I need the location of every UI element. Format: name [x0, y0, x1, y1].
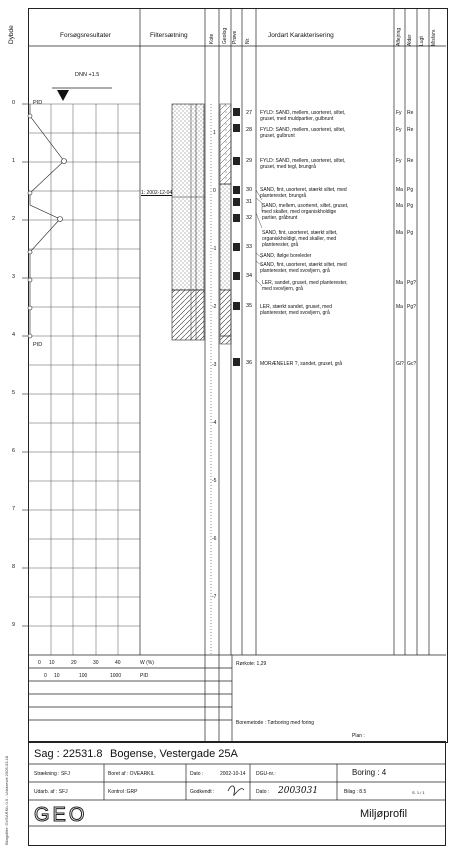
scale-pid-tick: 0: [44, 673, 47, 679]
sample-alder: Pg: [407, 203, 414, 209]
sample-afl: Fy: [396, 127, 402, 133]
sample-text: SAND, mellem, usorteret, siltet, gruset, med skaller, med organiskholdige partier, gråbrunt: [262, 203, 349, 221]
kote-header: Kote: [209, 33, 215, 44]
filter-header: Filtersætning: [150, 32, 188, 39]
depth-tick-3: 3: [12, 274, 16, 280]
sample-nr: 30: [246, 187, 253, 193]
location: Bogense, Vestergade 25A: [110, 748, 238, 760]
sample-alder: Re: [407, 110, 414, 116]
sample-alder: Pg?: [407, 304, 416, 310]
scale-w-tick: 10: [49, 660, 55, 666]
side-print-info: Bilagsfiler: OVEARKIL 0.0 - Udskrevet 2005-03-18: [4, 755, 9, 845]
sample-text: LER, sandet, gruset, med planterester, med svovljern, grå: [262, 280, 348, 292]
kote-tick: -7: [212, 594, 217, 600]
kote-tick: -6: [212, 536, 217, 542]
sample-nr: 36: [246, 360, 253, 366]
sample-text: SAND, fint, usorteret, stærkt siltet, med planterester, med svovljern, grå: [260, 262, 347, 274]
kote-tick: -1: [212, 246, 217, 252]
geolog-header: Geolog: [222, 27, 228, 44]
pid-label-bottom: PID: [33, 342, 43, 348]
depth-tick-9: 9: [12, 622, 16, 628]
nr-header: Nr.: [245, 37, 251, 44]
jordart-header: Jordart Karakterisering: [268, 32, 334, 39]
page-count: S. 1 / 1: [412, 790, 425, 795]
depth-tick-2: 2: [12, 216, 16, 222]
sample-text: SAND, fint, usorteret, stærkt siltet, organiskholdigt, med skaller, med planterester, grå: [262, 230, 338, 248]
scale-pid-tick: 1000: [110, 673, 122, 679]
prove-header: Prøve: [232, 30, 238, 44]
scale-w-tick: 20: [71, 660, 77, 666]
report-title: Miljøprofil: [360, 808, 408, 820]
sample-nr: 27: [246, 110, 253, 116]
sample-text: FYLD: SAND, mellem, usorteret, siltet, gruset, med muldpartier, gulbrunt: [260, 110, 346, 122]
kontrol: Kontrol :GRP: [108, 789, 138, 795]
scale-w-tick: 30: [93, 660, 99, 666]
sample-nr: 28: [246, 127, 253, 133]
kote-tick: 1: [213, 130, 216, 136]
dgu-label: DGU-nr.:: [256, 771, 276, 777]
kote-tick: -5: [212, 478, 217, 484]
depth-tick-7: 7: [12, 506, 16, 512]
scale-w-tick: 0: [38, 660, 41, 666]
sample-afl: Gl?: [396, 361, 404, 367]
sample-text: MORÆNELER ?, sandet, gruset, grå: [260, 361, 342, 367]
depth-tick-0: 0: [12, 100, 16, 106]
sample-text: SAND, ifølge boreleder: [260, 253, 312, 259]
depth-tick-4: 4: [12, 332, 16, 338]
dato-label: Dato :: [190, 771, 204, 777]
dnn-label: DNN +1.5: [75, 72, 100, 78]
sample-afl: Ma: [396, 187, 403, 193]
bilag: Bilag : 8.5: [344, 789, 367, 795]
sample-alder: Pg: [407, 187, 414, 193]
kote-tick: -2: [212, 304, 217, 310]
lugt-header: Lugt: [419, 36, 425, 46]
scale-pid-label: PID: [140, 673, 149, 679]
kote-tick: -4: [212, 420, 217, 426]
sample-alder: Re: [407, 127, 414, 133]
rorkote: Rørkote: 1,29: [236, 661, 267, 667]
sample-afl: Fy: [396, 158, 402, 164]
dato2-label: Dato :: [256, 789, 270, 795]
sample-afl: Ma: [396, 280, 403, 286]
pid-label-top: PID: [33, 100, 43, 106]
scale-w-tick: 40: [115, 660, 121, 666]
sample-nr: 34: [246, 273, 253, 279]
depth-tick-6: 6: [12, 448, 16, 454]
depth-header: Dybde: [8, 25, 15, 44]
kote-tick: -3: [212, 362, 217, 368]
dato2-value: 2003031: [278, 786, 319, 796]
boremetode: Boremetode : Tørboring med foring: [236, 720, 315, 726]
kote-tick: 0: [213, 188, 216, 194]
sample-alder: Re: [407, 158, 414, 164]
scale-pid-tick: 100: [79, 673, 88, 679]
scale-w-label: W (%): [140, 660, 154, 666]
filter-date: 1: 2002-12-04: [141, 190, 173, 196]
straekning: Strækning : SFJ: [34, 771, 70, 777]
sample-nr: 35: [246, 303, 253, 309]
sample-text: SAND, fint, usorteret, stærkt siltet, med planterester, brungrå: [260, 187, 347, 199]
plan: Plan :: [352, 733, 365, 739]
scale-pid-tick: 10: [54, 673, 60, 679]
depth-tick-8: 8: [12, 564, 16, 570]
alder-header: Alder: [407, 34, 413, 46]
geo-logo: GEO: [34, 804, 88, 826]
sample-afl: Ma: [396, 230, 403, 236]
udarb: Udarb. af : SFJ: [34, 789, 68, 795]
sample-nr: 33: [246, 244, 253, 250]
sample-afl: Ma: [396, 304, 403, 310]
boring-label: Boring : 4: [352, 768, 387, 777]
sample-alder: Pg?: [407, 280, 416, 286]
dato-value: 2002-10-14: [220, 771, 246, 777]
sample-text: FYLD: SAND, mellem, usorteret, siltet, gruset, gulbrunt: [260, 127, 346, 139]
sample-text: FYLD: SAND, mellem, usorteret, siltet, gruset, med tegl, brungrå: [260, 158, 346, 170]
sample-nr: 32: [246, 215, 253, 221]
boret-af: Boret af : OVEARKIL: [108, 771, 155, 777]
sample-text: LER, stærkt sandet, gruset, med planterester, med svovljern, grå: [260, 304, 332, 316]
depth-tick-1: 1: [12, 158, 16, 164]
forsoeg-header: Forsøgsresultater: [60, 32, 111, 39]
sample-alder: Pg: [407, 230, 414, 236]
sag-number: Sag : 22531.8: [34, 748, 103, 760]
misfarv-header: Misfarv.: [431, 28, 437, 46]
sample-nr: 29: [246, 158, 253, 164]
godkendt: Godkendt :: [190, 789, 215, 795]
sample-nr: 31: [246, 199, 253, 205]
depth-tick-5: 5: [12, 390, 16, 396]
aflejring-header: Aflejring: [396, 27, 402, 46]
sample-afl: Fy: [396, 110, 402, 116]
signature-icon: [228, 786, 244, 796]
sample-alder: Gc?: [407, 361, 417, 367]
sample-afl: Ma: [396, 203, 403, 209]
